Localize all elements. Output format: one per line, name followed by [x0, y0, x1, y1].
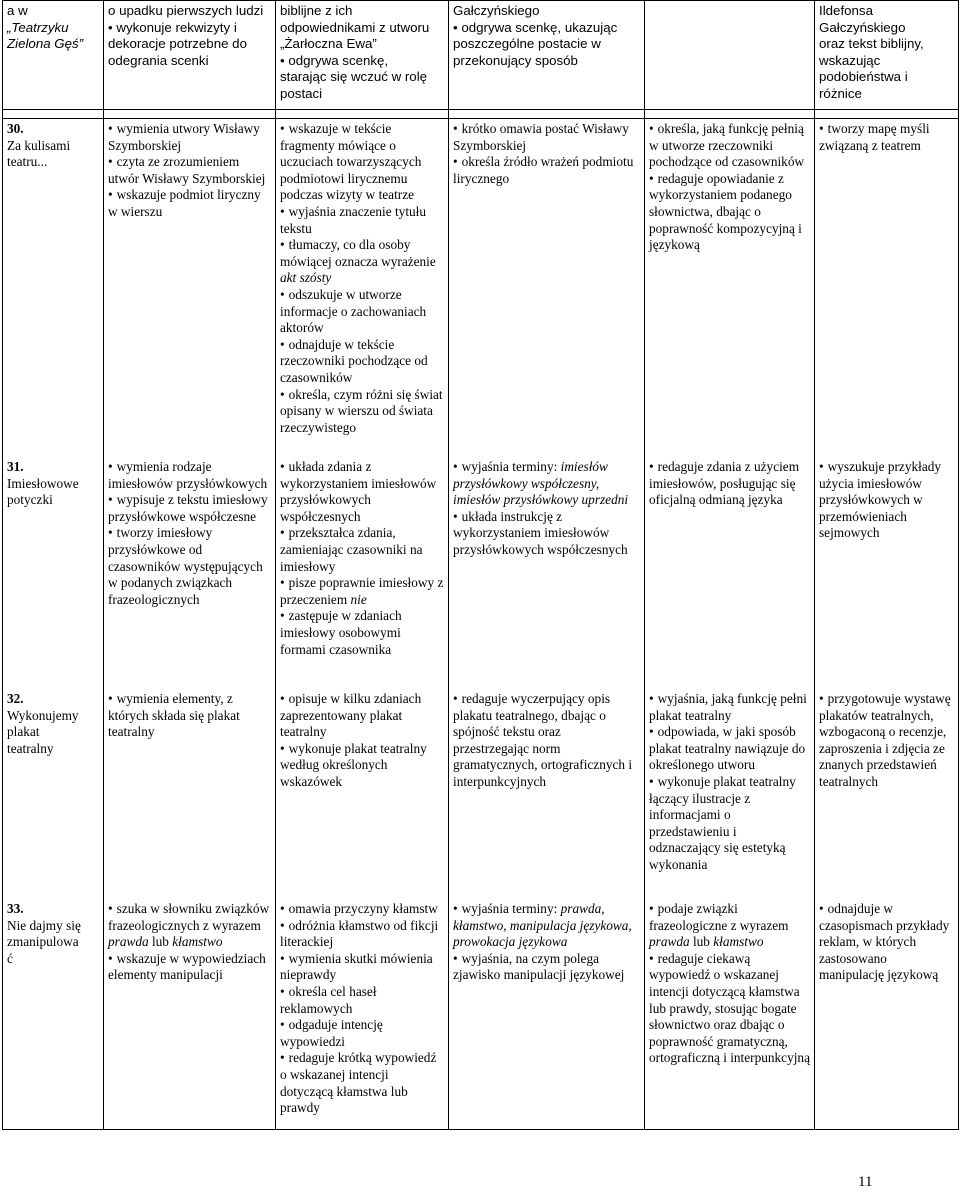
lesson-33-col2-list: [108, 901, 271, 984]
column-requirements-6: [815, 119, 959, 1130]
list-item: • odróżnia kłamstwo od fikcji literackiej: [280, 918, 444, 951]
lesson-30-col5-list: [649, 121, 810, 254]
lesson-33-col5-list: [649, 901, 810, 1067]
list-item: • odnajduje w czasopismach przykłady reklam, w których zastosowano manipulację językową: [819, 901, 954, 984]
cell-good-continuation: Gałczyńskiego • odgrywa scenkę, ukazując poszczególne postacie w przekonujący sposób: [449, 1, 645, 110]
list-item: • wskazuje w tekście fragmenty mówiące o uczuciach towarzyszących podmiotowi lirycznemu podczas wizyty w teatrze: [280, 121, 444, 204]
column-requirements-2: [104, 119, 276, 1130]
lesson-32-col6-list: [819, 691, 954, 791]
column-requirements-3: [276, 119, 449, 1130]
list-item: • wyszukuje przykłady użycia imiesłowów przysłówkowych w przemówieniach sejmowych: [819, 459, 954, 542]
list-item: • zastępuje w zdaniach imiesłowy osobowymi formami czasownika: [280, 608, 444, 658]
list-item: • określa, czym różni się świat opisany w wierszu od świata rzeczywistego: [280, 387, 444, 437]
cell-extended-continuation: biblijne z ich odpowiednikami z utworu „Żarłoczna Ewa” • odgrywa scenkę, starając się wczuć w rolę postaci: [276, 1, 449, 110]
lesson-30-title: 30. Za kulisami teatru...: [7, 121, 71, 170]
lesson-31-col6-list: [819, 459, 954, 542]
table-row-lessons: [3, 119, 959, 1130]
cell-title-continuation: a w „Teatrzyku Zielona Gęś”: [3, 1, 104, 110]
list-item: • pisze poprawnie imiesłowy z przeczeniem nie: [280, 575, 444, 608]
table-row-spacer: [3, 110, 959, 119]
column-lesson-titles: [3, 119, 104, 1130]
list-item: • wyjaśnia znaczenie tytułu tekstu: [280, 204, 444, 237]
list-item: • wymienia utwory Wisławy Szymborskiej: [108, 121, 271, 154]
list-item: • przygotowuje wystawę plakatów teatralnych, wzbogaconą o recenzje, zaproszenia i zdjęcia ze znanych przedstawień teatralnych: [819, 691, 954, 791]
lesson-31-col5-list: [649, 459, 810, 509]
lesson-32-col5-list: [649, 691, 810, 874]
column-requirements-5: [645, 119, 815, 1130]
cell-basic-continuation: o upadku pierwszych ludzi • wykonuje rekwizyty i dekoracje potrzebne do odegrania scenki: [104, 1, 276, 110]
table-row-continuation: [3, 1, 959, 110]
lesson-33-col4-list: [453, 901, 640, 984]
list-item: • wyjaśnia terminy: imiesłów przysłówkowy współczesny, imiesłów przysłówkowy uprzedni: [453, 459, 640, 509]
list-item: • wymienia elementy, z których składa się plakat teatralny: [108, 691, 271, 741]
lesson-30-col2-list: [108, 121, 271, 221]
lesson-32-col4-list: [453, 691, 640, 791]
list-item: • przekształca zdania, zamieniając czasowniki na imiesłowy: [280, 525, 444, 575]
list-item: • wykonuje plakat teatralny według określonych wskazówek: [280, 741, 444, 791]
list-item: • redaguje opowiadanie z wykorzystaniem podanego słownictwa, dbając o poprawność kompozycyjną i językową: [649, 171, 810, 254]
list-item: • odszukuje w utworze informacje o zachowaniach aktorów: [280, 287, 444, 337]
list-item: • określa źródło wrażeń podmiotu lirycznego: [453, 154, 640, 187]
page-number: 11: [858, 1174, 873, 1190]
list-item: • tworzy mapę myśli związaną z teatrem: [819, 121, 954, 154]
list-item: • redaguje krótką wypowiedź o wskazanej intencji dotyczącą kłamstwa lub prawdy: [280, 1050, 444, 1116]
list-item: • wymienia rodzaje imiesłowów przysłówkowych: [108, 459, 271, 492]
lesson-30-col3-list: [280, 121, 444, 436]
lesson-33-title: 33. Nie dajmy się zmanipulowa ć: [7, 901, 81, 966]
lesson-31-col2-list: [108, 459, 271, 608]
list-item: • tworzy imiesłowy przysłówkowe od czasowników występujących w podanych związkach frazeologicznych: [108, 525, 271, 608]
list-item: • określa, jaką funkcję pełnią w utworze rzeczowniki pochodzące od czasowników: [649, 121, 810, 171]
cell-excellent-continuation: Ildefonsa Gałczyńskiego oraz tekst biblijny, wskazując podobieństwa i różnice: [815, 1, 959, 110]
lesson-32-col3-list: [280, 691, 444, 791]
curriculum-table: [2, 0, 959, 1130]
list-item: • szuka w słowniku związków frazeologicznych z wyrazem prawda lub kłamstwo: [108, 901, 271, 951]
list-item: • redaguje wyczerpujący opis plakatu teatralnego, dbając o spójność tekstu oraz przestrzegając norm gramatycznych, ortograficznych i interpunkcyjnych: [453, 691, 640, 791]
lesson-31-col4-list: [453, 459, 640, 559]
list-item: • wykonuje plakat teatralny łączący ilustracje z informacjami o przedstawieniu i odznaczający się estetyką wykonania: [649, 774, 810, 874]
list-item: • układa instrukcję z wykorzystaniem imiesłowów przysłówkowych współczesnych: [453, 509, 640, 559]
list-item: • określa cel haseł reklamowych: [280, 984, 444, 1017]
list-item: • wyjaśnia terminy: prawda, kłamstwo, manipulacja językowa, prowokacja językowa: [453, 901, 640, 951]
list-item: • wyjaśnia, na czym polega zjawisko manipulacji językowej: [453, 951, 640, 984]
lesson-33-col6-list: [819, 901, 954, 984]
list-item: • czyta ze zrozumieniem utwór Wisławy Szymborskiej: [108, 154, 271, 187]
list-item: • redaguje ciekawą wypowiedź o wskazanej intencji dotyczącą kłamstwa lub prawdy, stosując bogate słownictwo oraz dbając o poprawność gramatyczną, ortograficzną i interpunkcyjną: [649, 951, 810, 1067]
list-item: • odnajduje w tekście rzeczowniki pochodzące od czasowników: [280, 337, 444, 387]
list-item: • opisuje w kilku zdaniach zaprezentowany plakat teatralny: [280, 691, 444, 741]
lesson-31-title: 31. Imiesłowowe potyczki: [7, 459, 79, 508]
lesson-32-col2-list: [108, 691, 271, 741]
list-item: • krótko omawia postać Wisławy Szymborskiej: [453, 121, 640, 154]
lesson-30-col6-list: [819, 121, 954, 154]
lesson-31-col3-list: [280, 459, 444, 658]
cell-very-good-continuation: [645, 1, 815, 110]
list-item: • wymienia skutki mówienia nieprawdy: [280, 951, 444, 984]
lesson-33-col3-list: [280, 901, 444, 1117]
list-item: • układa zdania z wykorzystaniem imiesłowów przysłówkowych współczesnych: [280, 459, 444, 525]
list-item: • wypisuje z tekstu imiesłowy przysłówkowe współczesne: [108, 492, 271, 525]
list-item: • wyjaśnia, jaką funkcję pełni plakat teatralny: [649, 691, 810, 724]
list-item: • wskazuje w wypowiedziach elementy manipulacji: [108, 951, 271, 984]
list-item: • redaguje zdania z użyciem imiesłowów, posługując się oficjalną odmianą języka: [649, 459, 810, 509]
lesson-32-title: 32. Wykonujemy plakat teatralny: [7, 691, 79, 756]
list-item: • omawia przyczyny kłamstw: [280, 901, 444, 918]
column-requirements-4: [449, 119, 645, 1130]
lesson-30-col4-list: [453, 121, 640, 187]
list-item: • odgaduje intencję wypowiedzi: [280, 1017, 444, 1050]
list-item: • wskazuje podmiot liryczny w wierszu: [108, 187, 271, 220]
list-item: • odpowiada, w jaki sposób plakat teatralny nawiązuje do określonego utworu: [649, 724, 810, 774]
list-item: • tłumaczy, co dla osoby mówiącej oznacza wyrażenie akt szósty: [280, 237, 444, 287]
list-item: • podaje związki frazeologiczne z wyrazem prawda lub kłamstwo: [649, 901, 810, 951]
